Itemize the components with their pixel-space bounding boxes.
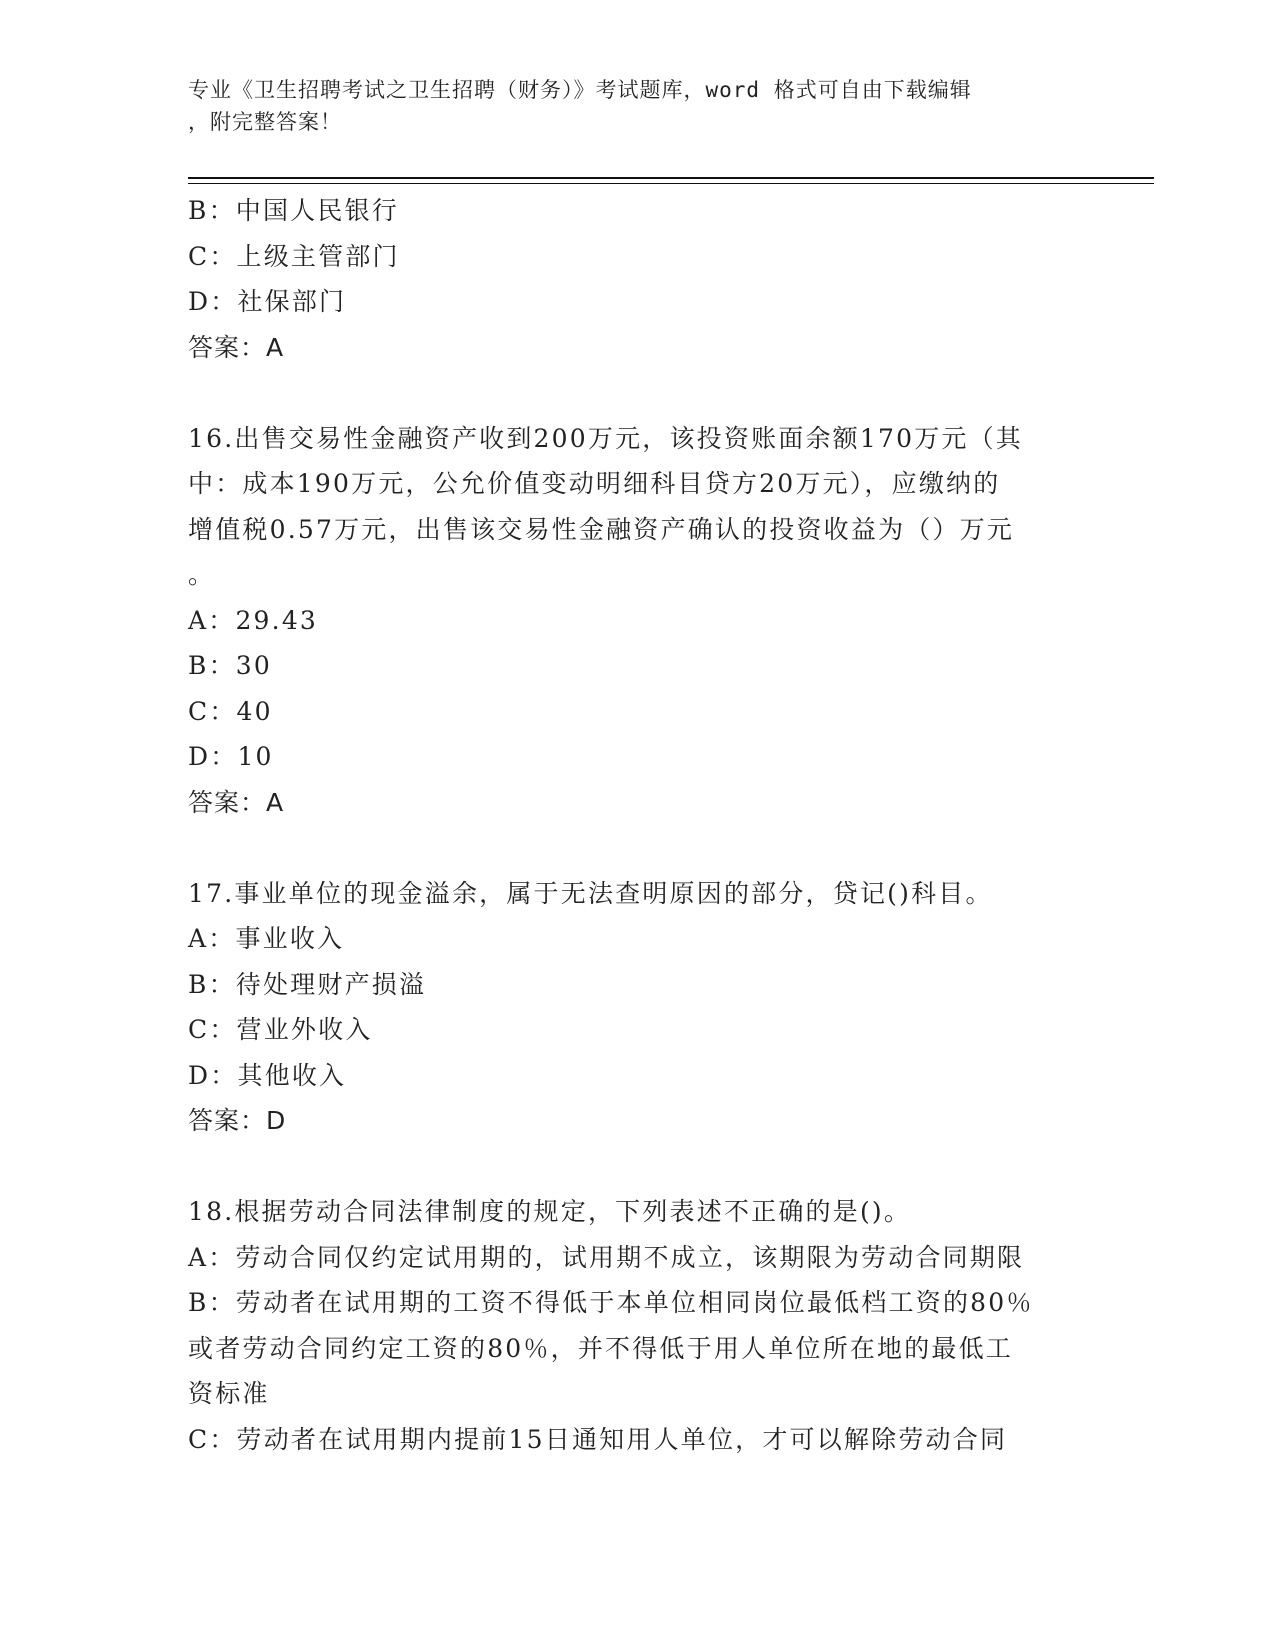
header-line-2: ，附完整答案！ bbox=[188, 110, 342, 134]
text-line: D：其他收入 bbox=[188, 1060, 347, 1090]
paragraph-gap bbox=[188, 1144, 1088, 1190]
document-header bbox=[188, 74, 1088, 138]
text-line: 资标准 bbox=[188, 1379, 270, 1408]
header-line-1: 专业《卫生招聘考试之卫生招聘（财务）》考试题库，word 格式可自由下载编辑 bbox=[188, 78, 972, 102]
answer-line: 答案：D bbox=[188, 1106, 287, 1135]
text-line: 或者劳动合同约定工资的80％，并不得低于用人单位所在地的最低工 bbox=[188, 1333, 1014, 1363]
document-body bbox=[188, 188, 1088, 1462]
answer-line: 答案：A bbox=[188, 332, 285, 362]
text-line: B：劳动者在试用期的工资不得低于本单位相同岗位最低档工资的80％ bbox=[188, 1288, 1034, 1317]
text-line: D：10 bbox=[188, 742, 274, 771]
text-line: B：待处理财产损溢 bbox=[188, 969, 427, 999]
answer-line: 答案：A bbox=[188, 787, 285, 817]
text-line: 。 bbox=[188, 560, 216, 589]
text-line: A：劳动合同仅约定试用期的，试用期不成立，该期限为劳动合同期限 bbox=[188, 1242, 1025, 1272]
text-line: D：社保部门 bbox=[188, 287, 347, 316]
text-line: C：营业外收入 bbox=[188, 1015, 373, 1044]
text-line: 增值税0.57万元，出售该交易性金融资产确认的投资收益为（）万元 bbox=[188, 514, 1015, 544]
text-line: 中：成本190万元，公允价值变动明细科目贷方20万元），应缴纳的 bbox=[188, 469, 1001, 498]
text-line: C：劳动者在试用期内提前15日通知用人单位，才可以解除劳动合同 bbox=[188, 1424, 1008, 1454]
text-line: C：上级主管部门 bbox=[188, 241, 400, 271]
text-line: 17.事业单位的现金溢余，属于无法查明原因的部分，贷记()科目。 bbox=[188, 878, 993, 908]
text-line: B：中国人民银行 bbox=[188, 196, 399, 225]
text-line: A：29.43 bbox=[188, 605, 319, 635]
paragraph-gap bbox=[188, 825, 1088, 871]
text-line: A：事业收入 bbox=[188, 924, 345, 953]
header-rule-thin bbox=[188, 183, 1154, 184]
text-line: 18.根据劳动合同法律制度的规定，下列表述不正确的是()。 bbox=[188, 1197, 912, 1226]
paragraph-gap bbox=[188, 370, 1088, 416]
text-line: C：40 bbox=[188, 696, 273, 726]
header-rule-thick bbox=[188, 177, 1154, 179]
text-line: B：30 bbox=[188, 651, 272, 680]
text-line: 16.出售交易性金融资产收到200万元，该投资账面余额170万元（其 bbox=[188, 423, 1023, 453]
